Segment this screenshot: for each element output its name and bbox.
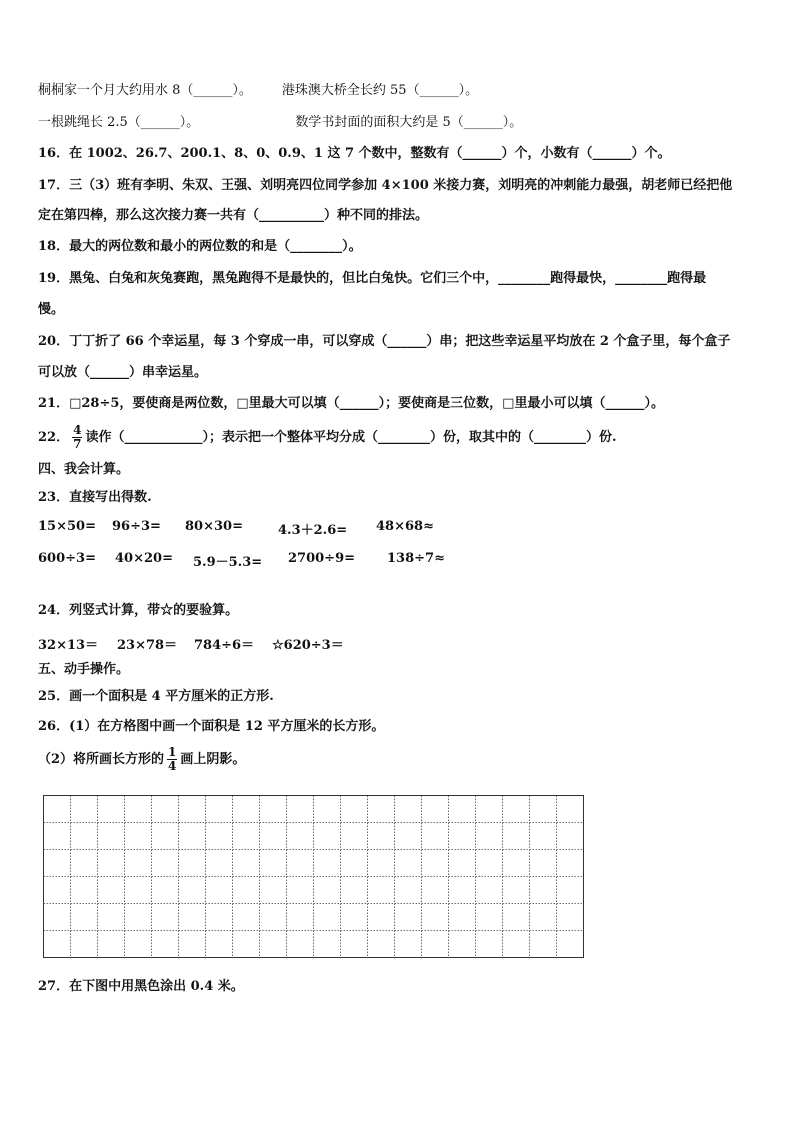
question-22 xyxy=(38,423,616,453)
question-21: 21．□28÷5，要使商是两位数，□里最大可以填（______）；要使商是三位数，□里最小可以填（______）。 xyxy=(38,396,664,411)
calc-item: 80×30= xyxy=(185,519,243,534)
fraction-four-sevenths xyxy=(72,424,82,451)
calc-item: 2700÷9= xyxy=(288,551,356,566)
calc-item: 40×20= xyxy=(115,551,173,566)
line-water xyxy=(38,82,478,100)
question-18: 18．最大的两位数和最小的两位数的和是（________）。 xyxy=(38,239,362,254)
calc-item: 15×50= xyxy=(38,519,96,534)
question-23: 23．直接写出得数. xyxy=(38,490,152,505)
calc-item: 48×68≈ xyxy=(376,519,434,534)
q-bridge: 港珠澳大桥全长约 55（______）。 xyxy=(281,83,479,98)
calc-item: 4.3＋2.6= xyxy=(278,523,348,538)
q-water: 桐桐家一个月大约用水 8（______）。 xyxy=(38,83,252,98)
q26b-post: 画上阴影。 xyxy=(180,752,246,767)
question-20-line2: 可以放（______）串幸运星。 xyxy=(38,365,208,380)
question-16: 16．在 1002、26.7、200.1、8、0、0.9、1 这 7 个数中，整数有（______）个，小数有（______）个。 xyxy=(38,146,671,161)
square-grid[interactable] xyxy=(43,795,585,959)
fraction-one-quarter xyxy=(167,746,177,773)
question-27: 27．在下图中用黑色涂出 0.4 米。 xyxy=(38,979,244,994)
q26b-pre: （2）将所画长方形的 xyxy=(38,752,165,767)
question-25: 25．画一个面积是 4 平方厘米的正方形. xyxy=(38,689,274,704)
line-rope xyxy=(38,114,522,132)
q-book-area: 数学书封面的面积大约是 5（______）。 xyxy=(295,115,523,130)
section-4-heading: 四、我会计算。 xyxy=(38,462,130,477)
calc-item: 23×78＝ xyxy=(117,638,178,653)
section-5-heading: 五、动手操作。 xyxy=(38,662,130,677)
q-rope: 一根跳绳长 2.5（______）。 xyxy=(38,115,200,130)
calc-item: 32×13＝ xyxy=(38,638,99,653)
calc-item: 5.9－5.3= xyxy=(193,555,263,570)
calc-item: 784÷6＝ xyxy=(194,638,255,653)
calc-item: 138÷7≈ xyxy=(387,551,445,566)
question-17-line1: 17．三（3）班有李明、朱双、王强、刘明亮四位同学参加 4×100 米接力赛，刘明亮的冲刺能力最强，胡老师已经把他 xyxy=(38,178,733,193)
calc-item: 600÷3= xyxy=(38,551,96,566)
calc-item: ☆620÷3＝ xyxy=(272,638,344,653)
q22-number: 22． xyxy=(38,430,70,445)
calc-item: 96÷3= xyxy=(112,519,161,534)
fraction-numerator: 4 xyxy=(73,423,82,437)
q22-text: 读作（____________）；表示把一个整体平均分成（________）份，取其中的（________）份. xyxy=(85,430,617,445)
question-24: 24．列竖式计算，带☆的要验算。 xyxy=(38,603,239,618)
fraction-denominator: 7 xyxy=(73,437,82,451)
question-26-part1: 26．(1）在方格图中画一个面积是 12 平方厘米的长方形。 xyxy=(38,719,385,734)
question-26-part2 xyxy=(38,745,245,775)
question-19-line1: 19．黑兔、白兔和灰兔赛跑，黑兔跑得不是最快的，但比白兔快。它们三个中，________跑得最快，________跑得最 xyxy=(38,271,707,286)
fraction-numerator: 1 xyxy=(168,745,177,759)
question-20-line1: 20．丁丁折了 66 个幸运星，每 3 个穿成一串，可以穿成（______）串；把这些幸运星平均放在 2 个盒子里，每个盒子 xyxy=(38,334,731,349)
question-19-line2: 慢。 xyxy=(38,302,65,317)
fraction-denominator: 4 xyxy=(168,759,177,773)
question-17-line2: 定在第四棒，那么这次接力赛一共有（__________）种不同的排法。 xyxy=(38,208,429,223)
